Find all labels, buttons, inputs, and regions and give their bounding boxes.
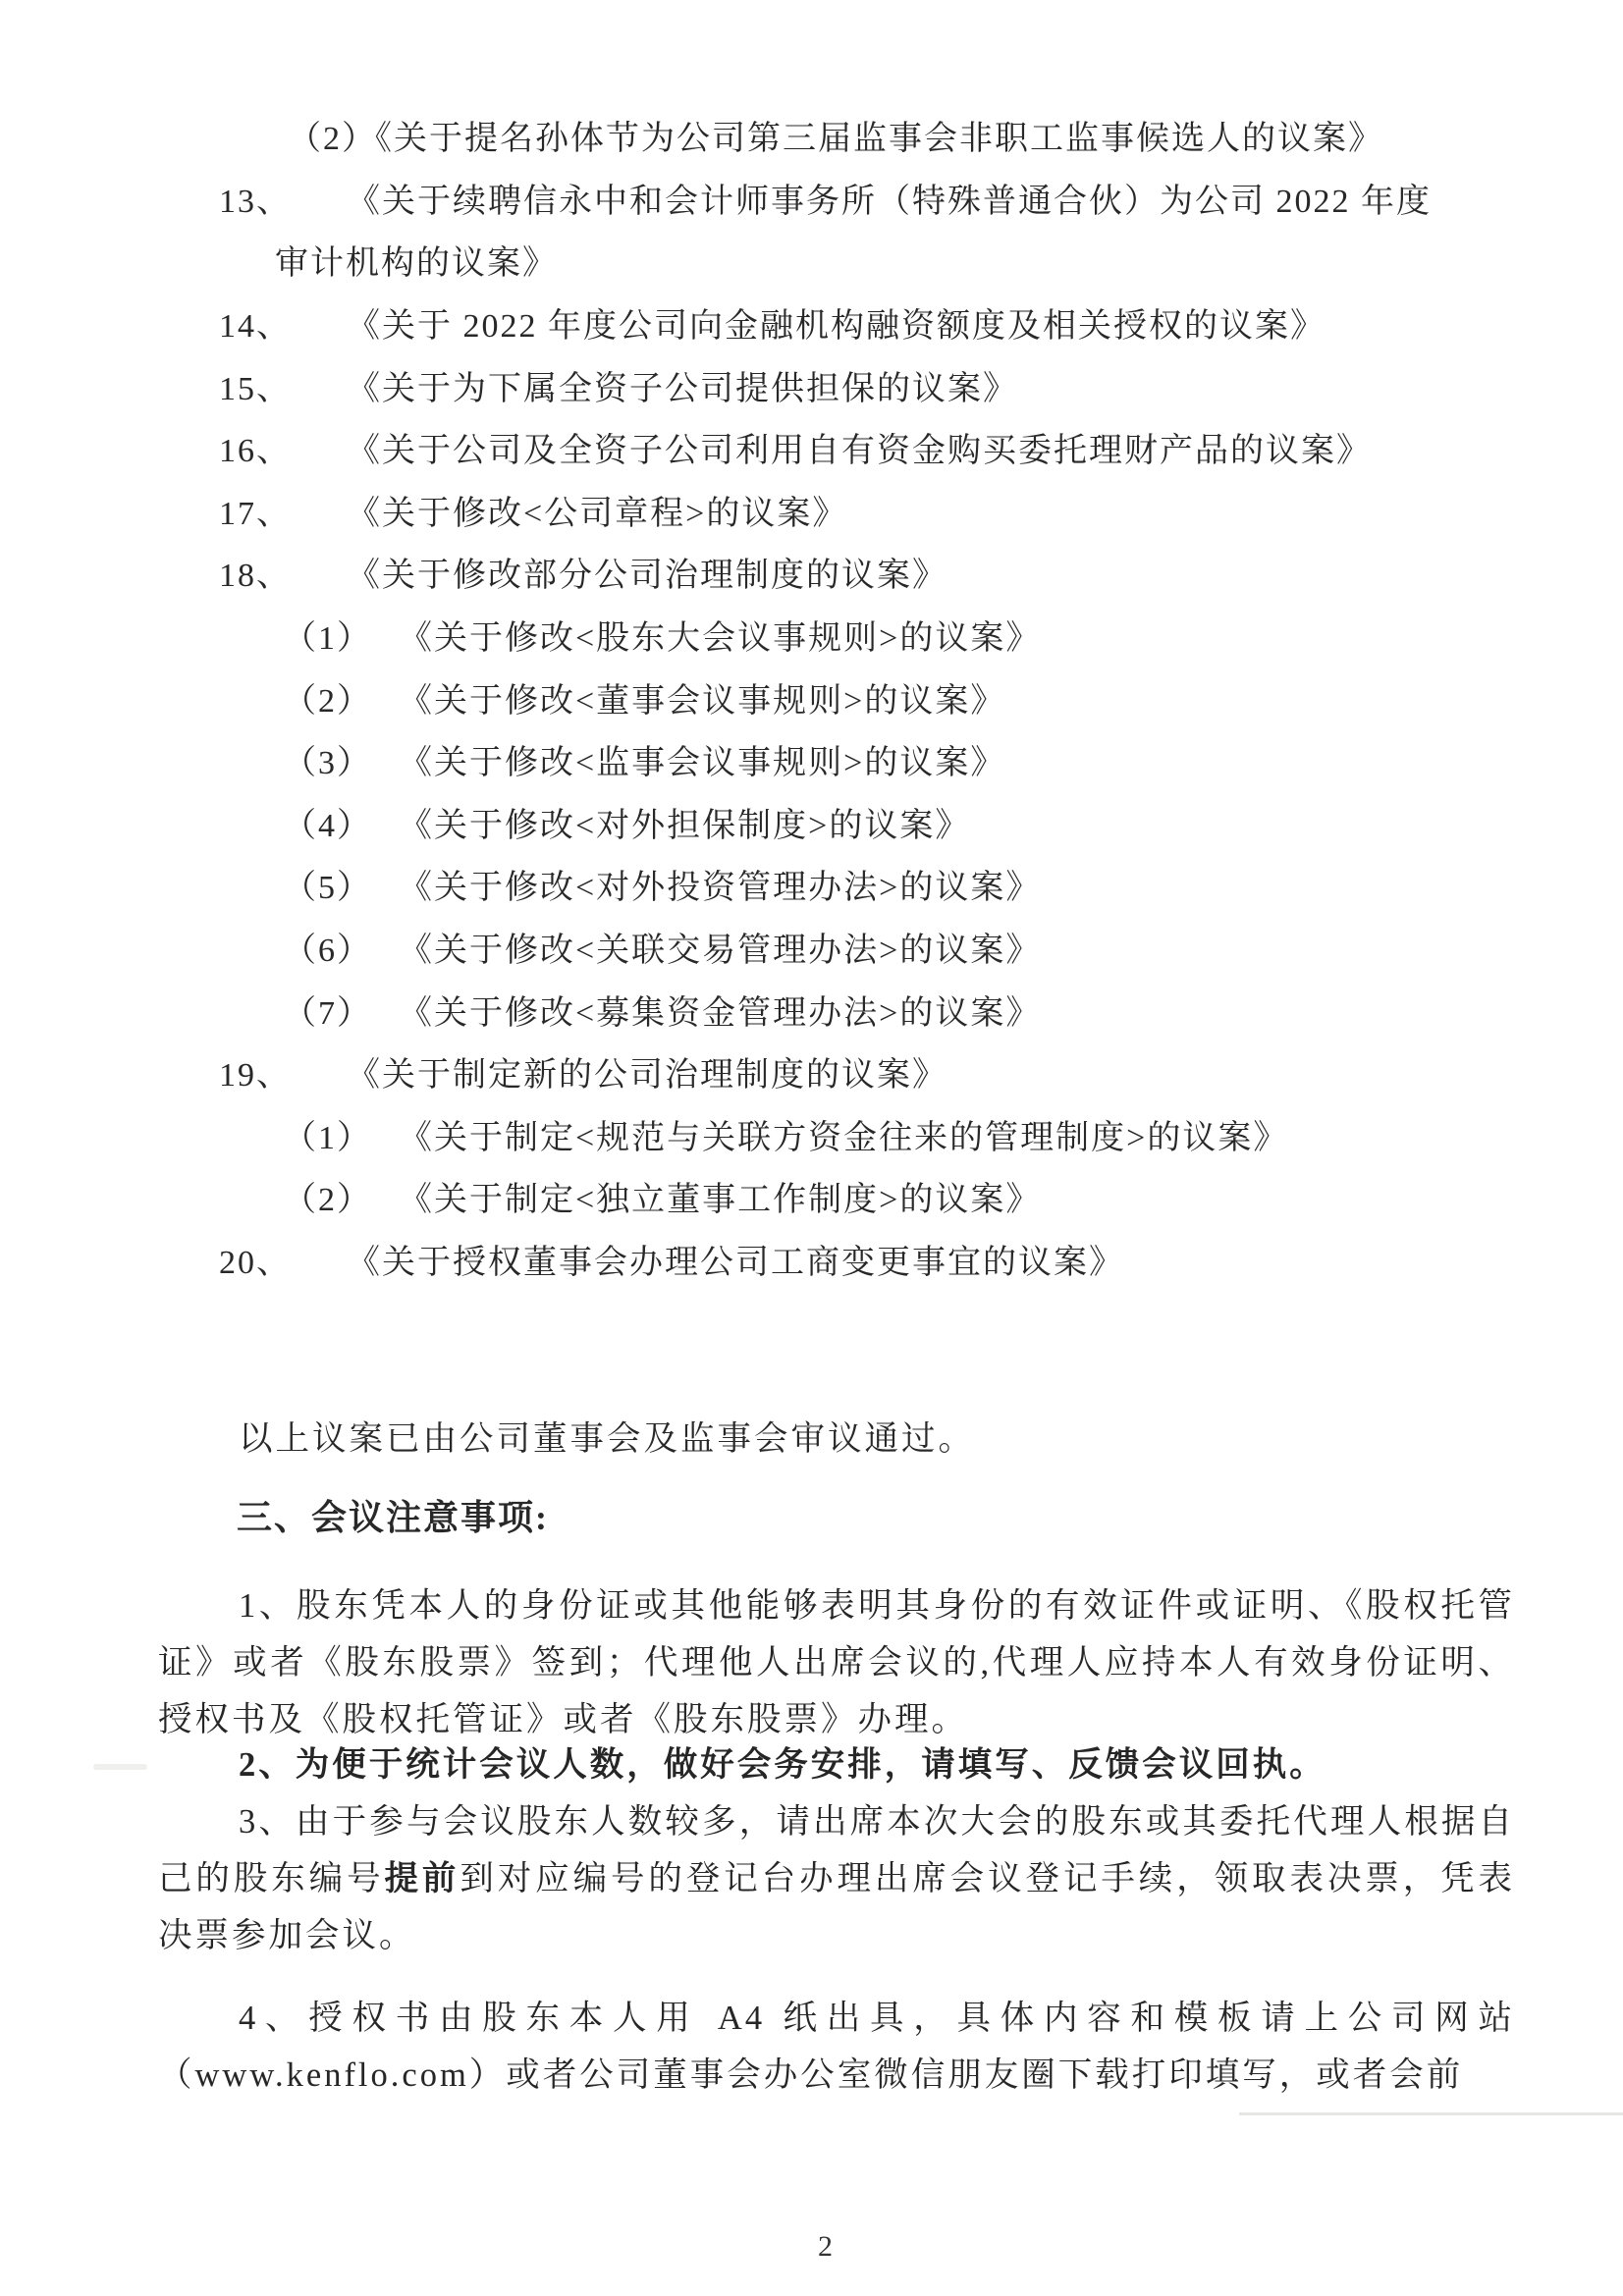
proposal-line: [0, 353, 1623, 416]
proposal-text: 《关于 2022 年度公司向金融机构融资额度及相关授权的议案》: [347, 308, 1325, 346]
proposal-number: 15、: [219, 370, 292, 407]
section-heading: 三、会议注意事项:: [237, 1498, 549, 1537]
proposal-text: 《关于修改<募集资金管理办法>的议案》: [399, 994, 1042, 1032]
proposal-line: [0, 916, 1623, 979]
proposal-text: 《关于制定<独立董事工作制度>的议案》: [399, 1182, 1042, 1219]
proposal-number: （4）: [283, 807, 372, 844]
scan-artifact-smudge: [93, 1764, 147, 1770]
proposal-number: （2）: [283, 682, 372, 720]
proposal-text: 《关于修改部分公司治理制度的议案》: [347, 558, 947, 595]
proposal-line: [0, 479, 1623, 542]
proposal-text: 《关于修改<董事会议事规则>的议案》: [399, 682, 1006, 720]
proposal-line: [0, 791, 1623, 854]
proposal-number: 13、: [219, 183, 292, 220]
proposal-number: （1）: [283, 1119, 372, 1156]
proposal-number: （1）: [283, 620, 372, 658]
proposal-list: [0, 104, 1623, 1290]
proposal-number: （2）: [283, 1182, 372, 1219]
proposal-line: [0, 853, 1623, 916]
proposal-line: [0, 541, 1623, 604]
proposal-line: [0, 1165, 1623, 1228]
proposal-text: 《关于公司及全资子公司利用自有资金购买委托理财产品的议案》: [347, 433, 1372, 470]
proposal-number: 16、: [219, 433, 292, 470]
proposal-line: [0, 167, 1623, 230]
proposal-text: 《关于修改<对外投资管理办法>的议案》: [399, 870, 1042, 907]
proposal-text: 《关于修改<对外担保制度>的议案》: [399, 807, 971, 844]
scan-artifact-line: [1239, 2112, 1623, 2115]
proposal-text: 《关于制定新的公司治理制度的议案》: [347, 1057, 947, 1095]
proposal-text: 《关于修改<关联交易管理办法>的议案》: [399, 933, 1042, 970]
proposal-number: （3）: [283, 745, 372, 782]
proposal-number: 19、: [219, 1057, 292, 1095]
proposal-line: [0, 728, 1623, 791]
proposal-line: [0, 666, 1623, 728]
proposal-number: 20、: [219, 1244, 292, 1281]
note-1: 1、股东凭本人的身份证或其他能够表明其身份的有效证件或证明、《股权托管证》或者《股东股票》签到；代理他人出席会议的,代理人应持本人有效身份证明、授权书及《股权托管证》或者《股东股票》办理。: [158, 1587, 1515, 1738]
proposal-number: 18、: [219, 558, 292, 595]
proposal-line: [0, 104, 1623, 167]
proposal-number: （6）: [283, 933, 372, 970]
approval-note: 以上议案已由公司董事会及监事会审议通过。: [239, 1420, 975, 1458]
note-2: 2、为便于统计会议人数，做好会务安排，请填写、反馈会议回执。: [239, 1746, 1326, 1784]
proposal-number: （7）: [283, 994, 372, 1032]
proposal-text: 《关于提名孙体节为公司第三届监事会非职工监事候选人的议案》: [358, 121, 1383, 158]
proposal-text: 《关于授权董事会办理公司工商变更事宜的议案》: [347, 1244, 1124, 1281]
proposal-number: 14、: [219, 308, 292, 346]
proposal-line: [0, 604, 1623, 667]
proposal-line: [0, 1041, 1623, 1103]
proposal-line: [0, 1103, 1623, 1166]
proposal-text: 《关于修改<公司章程>的议案》: [347, 495, 848, 532]
note-3-text-cont: 到对应编号的登记台办理出席会议登记手续，领取表决票，凭表决票参加会议。: [158, 1860, 1516, 1954]
proposal-number: （2）: [288, 121, 377, 158]
proposal-line: [0, 978, 1623, 1041]
proposal-text: 《关于制定<规范与关联方资金往来的管理制度>的议案》: [399, 1119, 1289, 1156]
proposal-line: [0, 416, 1623, 479]
proposal-text: 《关于续聘信永中和会计师事务所（特殊普通合伙）为公司 2022 年度: [347, 183, 1432, 220]
proposal-number: （5）: [283, 870, 372, 907]
proposal-line: [0, 292, 1623, 354]
proposal-text: 《关于修改<监事会议事规则>的议案》: [399, 745, 1006, 782]
note-4: [158, 1990, 1515, 2104]
proposal-text: 《关于修改<股东大会议事规则>的议案》: [399, 620, 1042, 658]
page-number: 2: [818, 2230, 833, 2263]
note-3-text: 3、由于参与会议股东人数较多，请出席本次大会的股东或其委托代理人根据自己的股东编号: [158, 1803, 1515, 1897]
proposal-number: 17、: [219, 495, 292, 532]
proposal-line: [0, 229, 1623, 292]
proposal-line: [0, 1228, 1623, 1291]
note-4-text: 4、授权书由股东本人用 A4 纸出具，具体内容和模板请上公司网站（www.kenflo.com）或者公司董事会办公室微信朋友圈下载打印填写，或者会前: [158, 2000, 1515, 2094]
note-3-emphasis: 提前: [384, 1860, 460, 1897]
note-3: [158, 1793, 1515, 1964]
proposal-text: 审计机构的议案》: [275, 245, 558, 283]
proposal-text: 《关于为下属全资子公司提供担保的议案》: [347, 370, 1018, 407]
